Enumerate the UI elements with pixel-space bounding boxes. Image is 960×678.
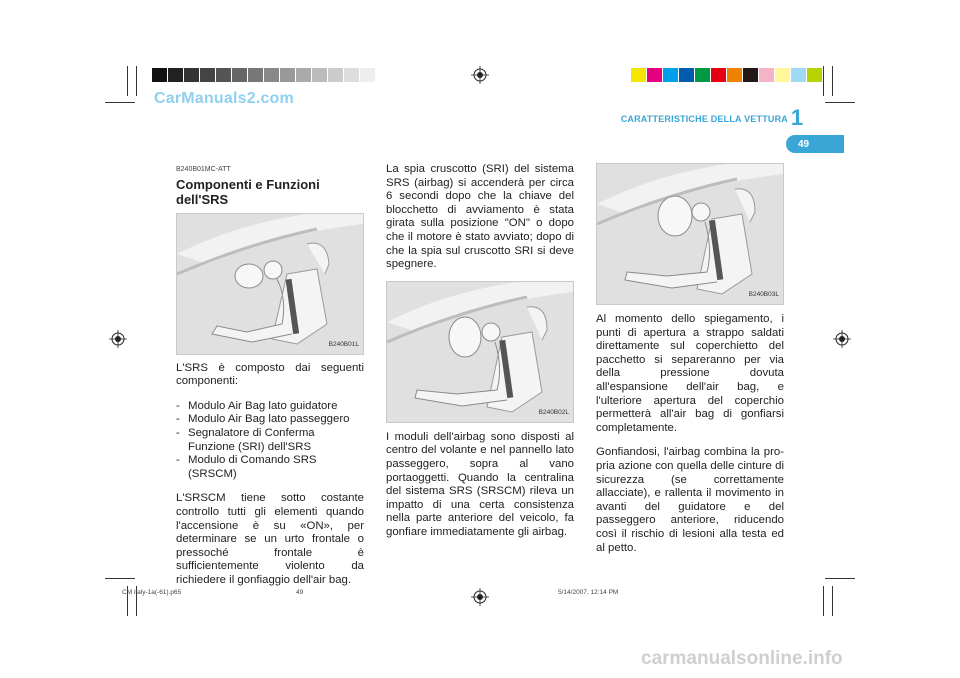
color-swatch xyxy=(695,68,711,82)
footer-page: 49 xyxy=(296,589,304,596)
deployment-airbag-illustration-icon xyxy=(597,164,783,304)
section-code: B240B01MC-ATT xyxy=(176,166,231,173)
airbag-figure-passenger xyxy=(386,281,574,423)
deployment-paragraph: Al momento dello spiegamento, i punti di apertura a strappo saldati direttamente sul coperchietto del pacchetto si separeranno per via della pressione dovuta all'espansione dell'air bag, e l'ulteriore apertura del coperchio permetterà all'air bag di gonfiarsi completamente. xyxy=(596,313,784,434)
gray-swatch xyxy=(296,68,312,82)
footer-filename: CM italy-1a(-61).p65 xyxy=(122,589,182,596)
color-swatch xyxy=(727,68,743,82)
inflation-paragraph: Gonfiandosi, l'airbag combina la pro- pria azione con quella delle cinture di sicurezza (se correttamente allacciate), e rallenta il movimento in avanti del guidatore e del passeggero anteriore, riducendo così il rischio di lesioni alla testa ed al petto. xyxy=(596,446,784,554)
gray-swatch xyxy=(152,68,168,82)
driver-airbag-illustration-icon xyxy=(177,214,363,354)
airbag-figure-deployment xyxy=(596,163,784,305)
column-3 xyxy=(596,163,784,566)
page-heading: Componenti e Funzioni dell'SRS xyxy=(176,176,320,207)
color-swatch xyxy=(807,68,823,82)
passenger-airbag-illustration-icon xyxy=(387,282,573,422)
gray-swatch xyxy=(248,68,264,82)
registration-mark-icon xyxy=(109,330,127,348)
modules-paragraph: I moduli dell'airbag sono disposti al centro del volante e nel pannello lato passeggero, sopra al vano portaoggetti. Quando la centralina del sistema SRS (SRSCM) rileva un impatto di una certa consistenza nella parte anteriore del veicolo, fa gonfiare immediatamente gli airbag. xyxy=(386,430,574,538)
crop-mark xyxy=(136,66,137,96)
color-swatch xyxy=(711,68,727,82)
section-title: CARATTERISTICHE DELLA VETTURA xyxy=(620,114,788,124)
color-swatch xyxy=(647,68,663,82)
crop-mark xyxy=(832,66,833,96)
crop-mark xyxy=(832,586,833,616)
color-swatch xyxy=(775,68,791,82)
gray-swatch xyxy=(184,68,200,82)
crop-mark xyxy=(127,66,128,96)
list-item: - Modulo Air Bag lato guidatore xyxy=(176,400,364,414)
section-number: 1 xyxy=(790,105,804,130)
watermark-top[interactable]: CarManuals2.com xyxy=(154,90,294,107)
registration-mark-icon xyxy=(833,330,851,348)
gray-swatch xyxy=(168,68,184,82)
color-swatch-bar xyxy=(631,68,823,82)
color-swatch xyxy=(679,68,695,82)
page-number-tab xyxy=(786,135,844,153)
figure-code: B240B03L xyxy=(748,291,779,299)
gray-swatch xyxy=(232,68,248,82)
list-item: - Modulo Air Bag lato passeggero xyxy=(176,413,364,427)
color-swatch xyxy=(743,68,759,82)
watermark-bottom[interactable]: carmanualsonline.info xyxy=(641,648,843,669)
footer-date: 5/14/2007, 12:14 PM xyxy=(558,589,619,596)
crop-mark xyxy=(825,102,855,103)
gray-swatch xyxy=(312,68,328,82)
column-2 xyxy=(386,163,574,551)
list-item: - Modulo di Comando SRS (SRSCM) xyxy=(176,454,364,481)
gray-swatch xyxy=(344,68,360,82)
column-1 xyxy=(176,163,364,599)
color-swatch xyxy=(759,68,775,82)
intro-paragraph: L'SRS è composto dai seguenti componenti: xyxy=(176,361,364,388)
sri-paragraph: La spia cruscotto (SRI) del sistema SRS (airbag) si accenderà per circa 6 secondi dopo che la chiave del blocchetto di avviamento è stata girata sulla posizione "ON" o dopo che il motore è stato avviato; dopo di che la spia sul cruscotto SRI si deve spegnere. xyxy=(386,163,574,271)
srscm-paragraph: L'SRSCM tiene sotto costante controllo tutti gli elementi quando l'accensione è su «ON», per determinare se un urto frontale o pressoché frontale è sufficientemente violento da richiedere il gonfiaggio dell'air bag. xyxy=(176,492,364,586)
gray-swatch xyxy=(360,68,376,82)
crop-mark xyxy=(825,578,855,579)
crop-mark xyxy=(823,586,824,616)
color-swatch xyxy=(631,68,647,82)
color-swatch xyxy=(791,68,807,82)
list-item: - Segnalatore di Conferma Funzione (SRI) dell'SRS xyxy=(176,427,364,454)
component-list xyxy=(176,400,364,482)
registration-mark-icon xyxy=(471,588,489,606)
gray-swatch xyxy=(280,68,296,82)
figure-code: B240B02L xyxy=(538,409,569,417)
gray-swatch xyxy=(200,68,216,82)
crop-mark xyxy=(105,102,135,103)
crop-mark xyxy=(105,578,135,579)
figure-code: B240B01L xyxy=(328,341,359,348)
gray-swatch xyxy=(216,68,232,82)
registration-mark-icon xyxy=(471,66,489,84)
crop-mark xyxy=(823,66,824,96)
gray-swatch-bar xyxy=(152,68,376,82)
gray-swatch xyxy=(328,68,344,82)
color-swatch xyxy=(663,68,679,82)
gray-swatch xyxy=(264,68,280,82)
airbag-figure-driver xyxy=(176,213,364,355)
page-number: 49 xyxy=(798,138,810,150)
